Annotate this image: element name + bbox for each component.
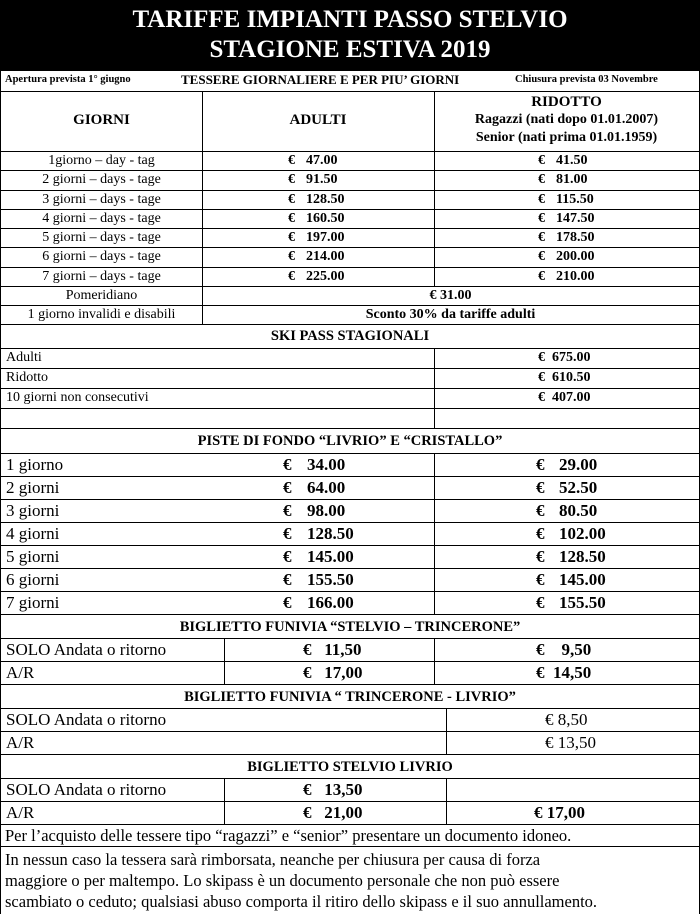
column-divider: [224, 662, 225, 684]
section-header-funivia-2: [0, 685, 700, 709]
stagionali-row: [0, 349, 700, 369]
price-value: 115.50: [556, 191, 594, 207]
column-header-giorni: GIORNI: [73, 112, 130, 128]
column-divider: [224, 779, 225, 801]
euro-symbol: €: [536, 501, 545, 521]
days-label: 7 giorni – days - tage: [42, 268, 161, 284]
tariff-table: [0, 70, 700, 825]
price-value: 155.50: [559, 593, 606, 613]
section-header-stelvio-livrio: [0, 755, 700, 779]
price-value: 64.00: [307, 478, 346, 498]
euro-symbol: €: [538, 191, 545, 207]
euro-symbol: €: [538, 210, 545, 226]
empty-row: [0, 409, 700, 429]
note-line: scambiato o ceduto; qualsiasi abuso comporta il ritiro dello skipass e il suo annullamento.: [5, 892, 598, 912]
funivia-2-row: [0, 732, 700, 755]
column-divider: [434, 389, 435, 408]
daily-tariff-row: [0, 268, 700, 287]
price-value: 178.50: [556, 230, 595, 246]
column-divider: [224, 802, 225, 824]
price-value: 214.00: [306, 249, 345, 265]
section-title-stelvio-livrio: BIGLIETTO STELVIO LIVRIO: [247, 759, 453, 776]
fondo-row: [0, 592, 700, 615]
column-divider: [434, 639, 435, 661]
ridotto-price: [1, 172, 699, 189]
price-value: 128.50: [306, 191, 345, 207]
ridotto-price: [1, 211, 699, 228]
section-header-funivia-1: [0, 615, 700, 639]
fondo-ridotto-price: [1, 478, 699, 499]
price-value: 147.50: [556, 210, 595, 226]
stagionali-label: 10 giorni non consecutivi: [6, 390, 149, 406]
euro-symbol: €: [538, 153, 545, 168]
euro-symbol: €: [288, 172, 295, 188]
invalidi-row: [0, 306, 700, 325]
stelvio-livrio-row: [0, 779, 700, 802]
stelvio-livrio-ridotto-price: € 17,00: [534, 803, 585, 823]
price-value: 197.00: [306, 230, 345, 246]
funivia-2-label: A/R: [6, 733, 35, 753]
section-header-stagionali: [0, 325, 700, 349]
daily-tariff-row: [0, 248, 700, 267]
fondo-ridotto-price: [1, 455, 699, 476]
column-divider: [434, 662, 435, 684]
column-divider: [434, 369, 435, 388]
fondo-label: 1 giorno: [6, 455, 64, 475]
euro-symbol: €: [283, 478, 292, 498]
fondo-ridotto-price: [1, 593, 699, 614]
column-divider: [446, 802, 447, 824]
opening-date: Apertura prevista 1° giugno: [5, 74, 131, 85]
stelvio-livrio-label: SOLO Andata o ritorno: [6, 780, 167, 800]
daily-tariff-row: [0, 210, 700, 229]
fondo-row: [0, 523, 700, 546]
price-value: 80.50: [559, 501, 598, 521]
euro-symbol: €: [288, 153, 295, 168]
stagionali-label: Adulti: [6, 350, 42, 366]
euro-symbol: €: [536, 547, 545, 567]
stagionali-row: [0, 369, 700, 389]
column-header-adulti: ADULTI: [289, 112, 347, 128]
price-value: 155.50: [307, 570, 354, 590]
stagionali-label: Ridotto: [6, 370, 49, 386]
euro-symbol: €: [288, 191, 295, 207]
funivia-2-price: € 8,50: [545, 710, 588, 730]
column-divider: [434, 409, 435, 428]
title-line-2: STAGIONE ESTIVA 2019: [209, 36, 491, 63]
column-divider: [224, 639, 225, 661]
ridotto-price: [1, 153, 699, 170]
closing-date: Chiusura prevista 03 Novembre: [515, 74, 658, 85]
price-value: 34.00: [307, 455, 346, 475]
ridotto-price: [1, 269, 699, 286]
days-label: 6 giorni – days - tage: [42, 249, 161, 265]
section-title-daily: TESSERE GIORNALIERE E PER PIU’ GIORNI: [181, 72, 460, 87]
note-document-requirement: Per l’acquisto delle tessere tipo “ragazzi” e “senior” presentare un documento idoneo.: [0, 825, 700, 847]
euro-symbol: €: [536, 455, 545, 475]
stagionali-price: € 407.00: [538, 390, 591, 406]
price-value: 29.00: [559, 455, 598, 475]
funivia-1-label: SOLO Andata o ritorno: [6, 640, 167, 660]
stagionali-price: € 675.00: [538, 350, 591, 366]
price-value: 128.50: [559, 547, 606, 567]
funivia-2-row: [0, 709, 700, 732]
price-value: 166.00: [307, 593, 354, 613]
stagionali-row: [0, 389, 700, 409]
column-divider: [446, 779, 447, 801]
price-value: 102.00: [559, 524, 606, 544]
note-line: In nessun caso la tessera sarà rimborsata, neanche per chiusura per causa di forza: [5, 850, 541, 870]
fondo-ridotto-price: [1, 547, 699, 568]
euro-symbol: €: [536, 524, 545, 544]
ridotto-ragazzi-note: Ragazzi (nati dopo 01.01.2007): [474, 112, 659, 127]
funivia-1-row: [0, 639, 700, 662]
fondo-label: 6 giorni: [6, 570, 60, 590]
fondo-row: [0, 569, 700, 592]
column-header-row: [0, 92, 700, 152]
section-title-funivia-2: BIGLIETTO FUNIVIA “ TRINCERONE - LIVRIO”: [184, 689, 516, 706]
days-label: 4 giorni – days - tage: [42, 210, 161, 226]
funivia-1-row: [0, 662, 700, 685]
notes: [0, 825, 700, 914]
title-line-1: TARIFFE IMPIANTI PASSO STELVIO: [132, 6, 568, 33]
daily-tariff-row: [0, 152, 700, 171]
daily-tariff-row: [0, 229, 700, 248]
euro-symbol: €: [288, 249, 295, 265]
euro-symbol: €: [283, 524, 292, 544]
section-title-fondo: PISTE DI FONDO “LIVRIO” E “CRISTALLO”: [197, 433, 503, 450]
ridotto-senior-note: Senior (nati prima 01.01.1959): [475, 130, 658, 145]
price-value: 98.00: [307, 501, 346, 521]
ridotto-price: [1, 230, 699, 247]
fondo-row: [0, 546, 700, 569]
fondo-label: 2 giorni: [6, 478, 60, 498]
fondo-ridotto-price: [1, 570, 699, 591]
euro-symbol: €: [288, 210, 295, 226]
price-value: 160.50: [306, 210, 345, 226]
funivia-2-label: SOLO Andata o ritorno: [6, 710, 167, 730]
stelvio-livrio-adulti-price: € 13,50: [303, 780, 363, 800]
euro-symbol: €: [536, 593, 545, 613]
euro-symbol: €: [538, 230, 545, 246]
funivia-1-ridotto-price: € 14,50: [536, 663, 592, 683]
price-value: 145.00: [307, 547, 354, 567]
funivia-1-adulti-price: € 11,50: [303, 640, 362, 660]
euro-symbol: €: [536, 570, 545, 590]
title-banner: [0, 0, 700, 70]
fondo-row: [0, 454, 700, 477]
euro-symbol: €: [538, 268, 545, 284]
euro-symbol: €: [283, 570, 292, 590]
ridotto-price: [1, 249, 699, 266]
ridotto-price: [1, 192, 699, 209]
fondo-label: 4 giorni: [6, 524, 60, 544]
section-title-funivia-1: BIGLIETTO FUNIVIA “STELVIO – TRINCERONE”: [179, 619, 521, 636]
euro-symbol: €: [538, 172, 545, 188]
days-label: 5 giorni – days - tage: [42, 230, 161, 246]
days-label: 2 giorni – days - tage: [42, 172, 161, 188]
fondo-ridotto-price: [1, 524, 699, 545]
pomeridiano-label: Pomeridiano: [65, 288, 138, 304]
price-value: 52.50: [559, 478, 598, 498]
note-refund-policy: [0, 847, 700, 914]
daily-tariff-row: [0, 191, 700, 210]
fondo-ridotto-price: [1, 501, 699, 522]
euro-symbol: €: [538, 249, 545, 265]
stagionali-price: € 610.50: [538, 370, 591, 386]
price-value: 128.50: [307, 524, 354, 544]
column-header-ridotto: RIDOTTO: [531, 94, 602, 110]
price-value: 200.00: [556, 249, 595, 265]
pomeridiano-row: [0, 287, 700, 306]
section-header-fondo: [0, 429, 700, 454]
column-divider: [446, 709, 447, 731]
price-value: 47.00: [306, 153, 338, 168]
column-divider: [446, 732, 447, 754]
invalidi-discount: Sconto 30% da tariffe adulti: [365, 307, 536, 323]
stelvio-livrio-row: [0, 802, 700, 825]
price-value: 145.00: [559, 570, 606, 590]
fondo-label: 5 giorni: [6, 547, 60, 567]
daily-tariff-row: [0, 171, 700, 190]
stelvio-livrio-label: A/R: [6, 803, 35, 823]
price-value: 210.00: [556, 268, 595, 284]
note-line: maggiore o per maltempo. Lo skipass è un documento personale che non può essere: [5, 871, 560, 891]
funivia-2-price: € 13,50: [545, 733, 596, 753]
price-value: 81.00: [556, 172, 588, 188]
funivia-1-ridotto-price: € 9,50: [536, 640, 592, 660]
pomeridiano-price: € 31.00: [429, 288, 472, 304]
fondo-row: [0, 477, 700, 500]
fondo-label: 3 giorni: [6, 501, 60, 521]
funivia-1-label: A/R: [6, 663, 35, 683]
days-label: 1giorno – day - tag: [48, 153, 155, 168]
euro-symbol: €: [283, 593, 292, 613]
euro-symbol: €: [288, 268, 295, 284]
price-value: 91.50: [306, 172, 338, 188]
column-divider: [434, 349, 435, 368]
section-title-stagionali: SKI PASS STAGIONALI: [270, 328, 430, 345]
price-value: 41.50: [556, 153, 588, 168]
price-value: 225.00: [306, 268, 345, 284]
invalidi-label: 1 giorno invalidi e disabili: [27, 307, 176, 323]
days-label: 3 giorni – days - tage: [42, 191, 161, 207]
euro-symbol: €: [283, 455, 292, 475]
euro-symbol: €: [283, 501, 292, 521]
stelvio-livrio-adulti-price: € 21,00: [303, 803, 363, 823]
fondo-row: [0, 500, 700, 523]
euro-symbol: €: [536, 478, 545, 498]
funivia-1-adulti-price: € 17,00: [303, 663, 363, 683]
fondo-label: 7 giorni: [6, 593, 60, 613]
subheader-row: [0, 70, 700, 92]
euro-symbol: €: [283, 547, 292, 567]
euro-symbol: €: [288, 230, 295, 246]
